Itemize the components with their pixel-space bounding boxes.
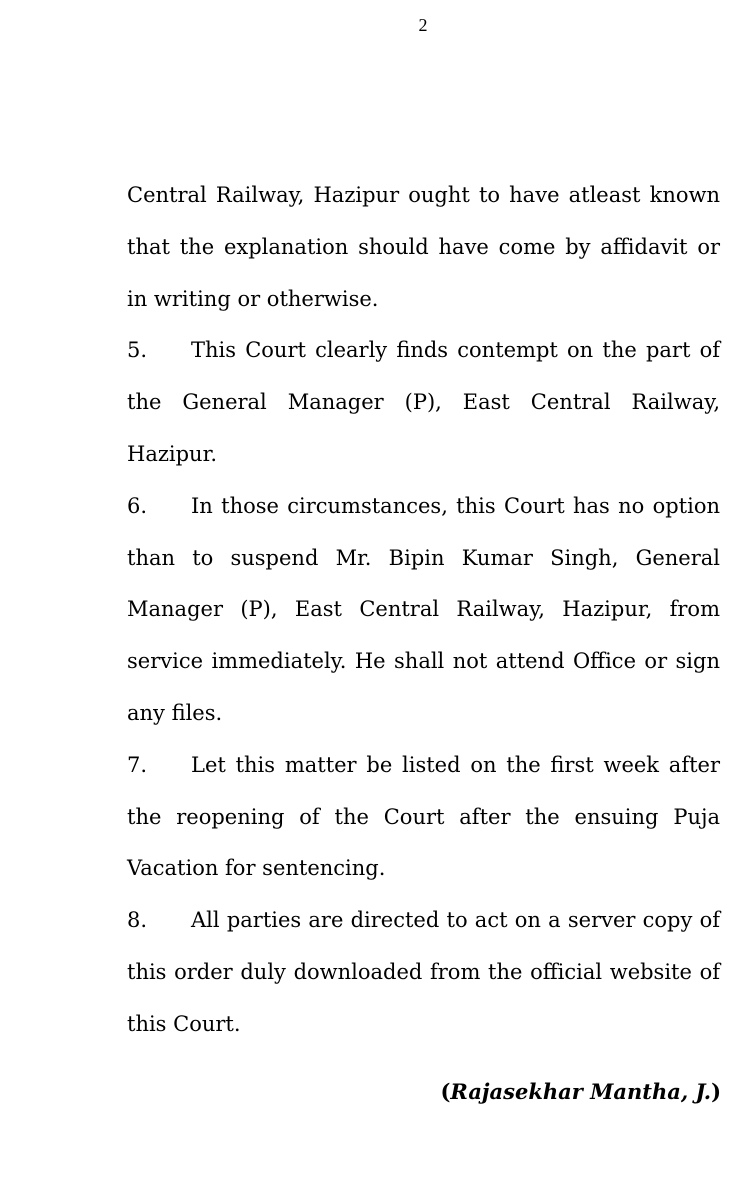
- paragraph-6-number: 6.: [127, 493, 148, 518]
- paragraph-6-line: service immediately. He shall not attend Office or sign: [127, 649, 720, 674]
- paragraph-6-text: In those circumstances, this Court has no option: [191, 493, 720, 518]
- signature-open-paren: (: [440, 1079, 451, 1104]
- paragraph-7-line: the reopening of the Court after the ensuing Puja: [127, 804, 720, 829]
- paragraph-7-line: Vacation for sentencing.: [127, 856, 386, 881]
- continuation-line: Central Railway, Hazipur ought to have atleast known: [127, 183, 720, 207]
- paragraph-6-line: Manager (P), East Central Railway, Hazipur, from: [127, 597, 720, 622]
- judge-signature: [440, 1077, 721, 1107]
- paragraph-6-line: any files.: [127, 700, 223, 725]
- paragraph-5-line: the General Manager (P), East Central Railway,: [127, 390, 720, 415]
- paragraph-6-first-line: [127, 481, 720, 533]
- paragraph-8-line: this Court.: [127, 1011, 241, 1036]
- paragraph-6-line: than to suspend Mr. Bipin Kumar Singh, General: [127, 545, 720, 570]
- paragraph-5-number: 5.: [127, 338, 148, 363]
- judge-name: Rajasekhar Mantha, J.: [450, 1079, 712, 1104]
- page-number: 2: [418, 15, 428, 35]
- continuation-line: in writing or otherwise.: [127, 286, 379, 311]
- paragraph-8-number: 8.: [127, 908, 148, 933]
- continuation-line: that the explanation should have come by affidavit or: [127, 234, 720, 259]
- signature-close-paren: ): [711, 1079, 721, 1104]
- paragraph-7-text: Let this matter be listed on the first week after: [191, 752, 720, 777]
- paragraph-5-text: This Court clearly finds contempt on the part of: [191, 338, 720, 363]
- paragraph-8-line: this order duly downloaded from the official website of: [127, 959, 720, 984]
- paragraph-8-text: All parties are directed to act on a server copy of: [191, 908, 720, 933]
- paragraph-7-number: 7.: [127, 752, 148, 777]
- paragraph-5-line: Hazipur.: [127, 441, 217, 466]
- paragraph-5-first-line: [127, 325, 720, 377]
- paragraph-8-first-line: [127, 895, 720, 947]
- order-body: [127, 170, 720, 1051]
- paragraph-7-first-line: [127, 740, 720, 792]
